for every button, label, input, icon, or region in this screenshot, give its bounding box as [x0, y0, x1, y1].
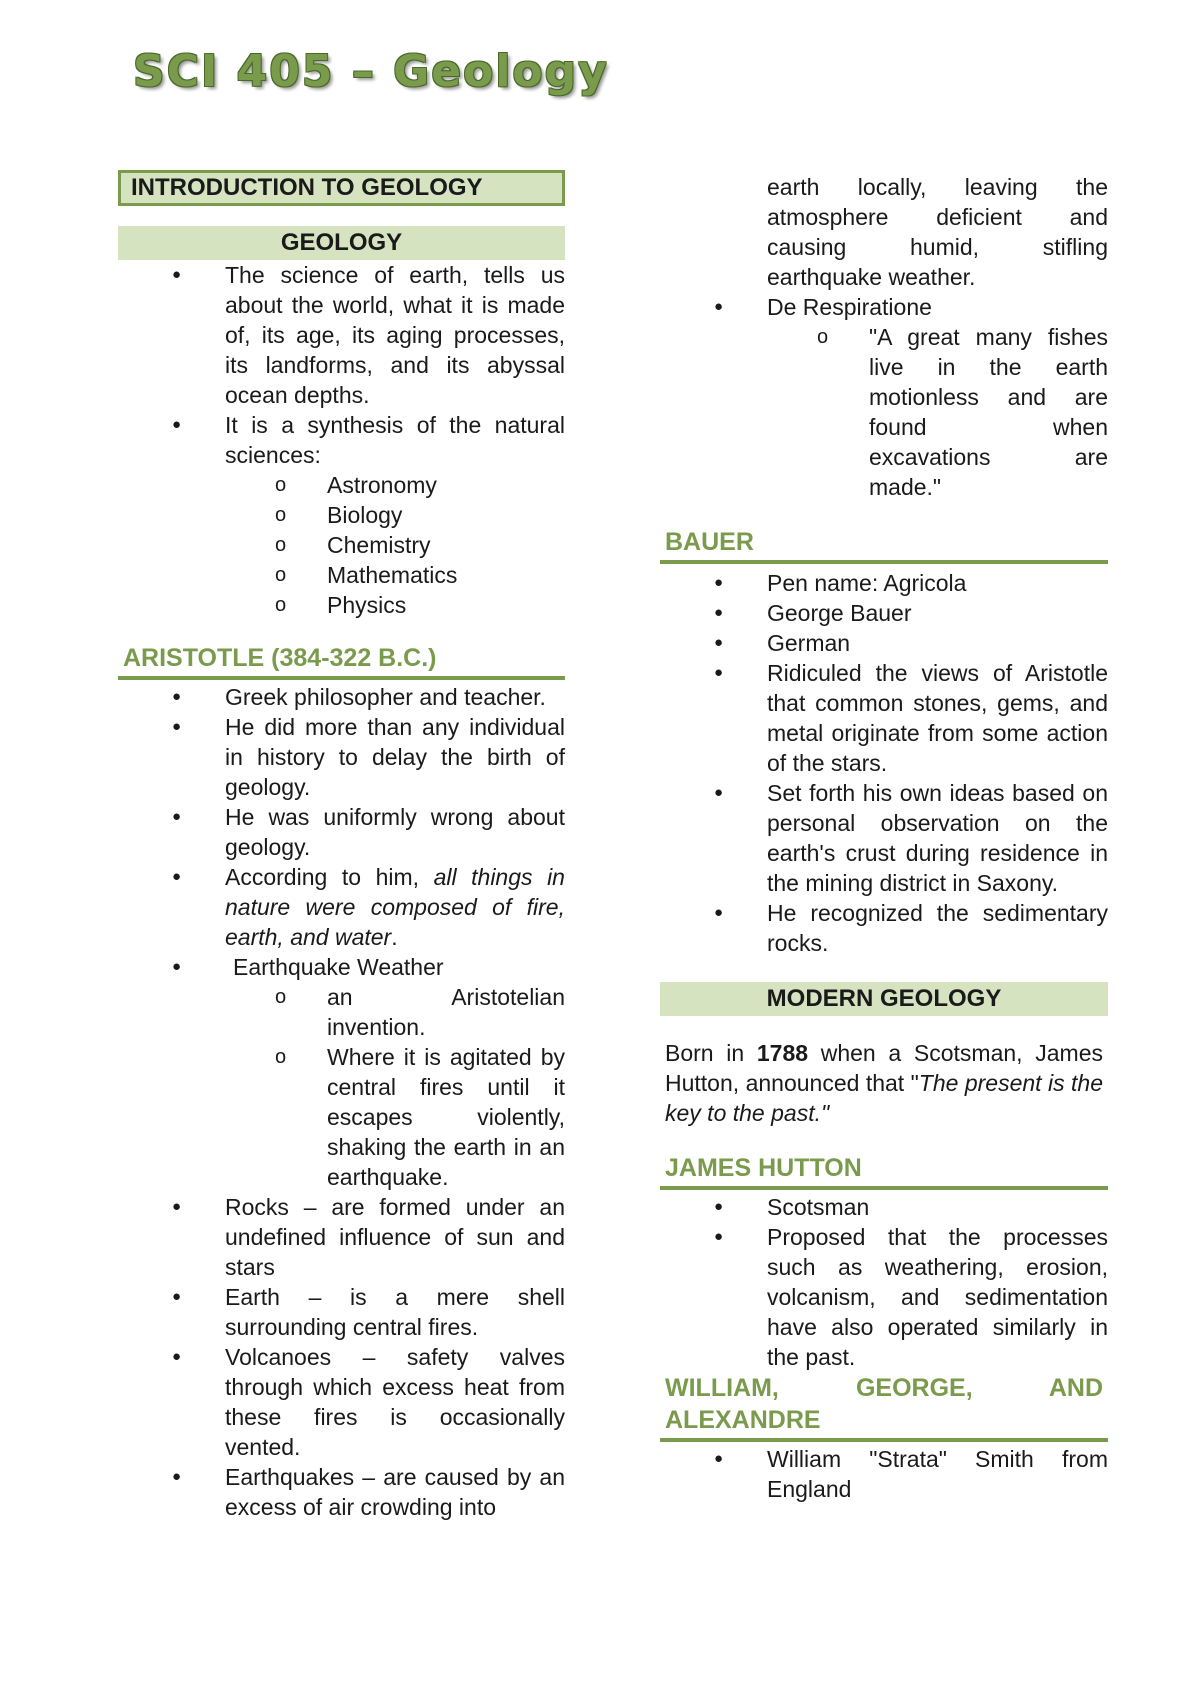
document-title: SCI 405 – Geology [133, 46, 609, 97]
hutton-list [660, 1192, 1108, 1372]
earthquake-sublist [225, 982, 565, 1192]
list-item: ● The science of earth, tells us about the world, what it is made of, its age, its aging processes, its landforms, and its abyssal ocean depths. [118, 260, 565, 410]
quote-item: o "A great many fishes live in the earth motionless and are found when excavations are made." [660, 322, 1108, 502]
list-item: ● Ridiculed the views of Aristotle that common stones, gems, and metal originate from some action of the stars. [660, 658, 1108, 778]
bauer-heading: BAUER [660, 526, 1108, 564]
continuation-span: earth locally, leaving the atmosphere deficient and causing humid, stifling earthquake weather. [767, 174, 1108, 290]
list-item: ● Volcanoes – safety valves through which excess heat from these fires is occasionally vented. [118, 1342, 565, 1462]
aristotle-heading: ARISTOTLE (384-322 B.C.) [118, 642, 565, 680]
modern-mid: when a Scotsman, James Hutton, announced that " [665, 1040, 1103, 1096]
sub-item: o Where it is agitated by central fires until it escapes violently, shaking the earth in an earthquake. [118, 1042, 565, 1192]
list-item: ● Proposed that the processes such as weathering, erosion, volcanism, and sedimentation have also operated similarly in the past. [660, 1222, 1108, 1372]
list-item: ● Pen name: Agricola [660, 568, 1108, 598]
list-item [118, 862, 565, 952]
wga-list [660, 1444, 1108, 1504]
right-column [660, 172, 1108, 1504]
modern-quote: The present is the key to the past." [665, 1070, 1103, 1126]
continuation-list [660, 172, 1108, 502]
de-respiratione-sublist [767, 322, 1108, 502]
modern-geology-heading: MODERN GEOLOGY [660, 982, 1108, 1016]
intro-section-bar: INTRODUCTION TO GEOLOGY [118, 170, 565, 206]
hutton-heading: JAMES HUTTON [660, 1152, 1108, 1190]
list-item: ● Scotsman [660, 1192, 1108, 1222]
earthquake-weather-label: Earthquake Weather [233, 954, 444, 980]
according-prefix: According to him, [225, 864, 434, 890]
list-item: ● He was uniformly wrong about geology. [118, 802, 565, 862]
list-item: ● He recognized the sedimentary rocks. [660, 898, 1108, 958]
list-item: ● William "Strata" Smith from England [660, 1444, 1108, 1504]
list-item: ● Rocks – are formed under an undefined influence of sun and stars [118, 1192, 565, 1282]
list-item: ● George Bauer [660, 598, 1108, 628]
geology-list [118, 260, 565, 620]
list-item-text: It is a synthesis of the natural sciences: [225, 412, 565, 468]
sub-item: o an Aristotelian invention. [118, 982, 565, 1042]
list-item: ● Earthquakes – are caused by an excess of air crowding into [118, 1462, 565, 1522]
list-item: ● Earth – is a mere shell surrounding central fires. [118, 1282, 565, 1342]
list-item: ● He did more than any individual in history to delay the birth of geology. [118, 712, 565, 802]
wga-heading: WILLIAM, GEORGE, AND ALEXANDRE [660, 1372, 1108, 1442]
science-item: o Biology [118, 500, 565, 530]
de-respiratione-label: De Respiratione [767, 294, 932, 320]
continuation-text [660, 172, 1108, 292]
science-item: o Physics [118, 590, 565, 620]
science-item: o Chemistry [118, 530, 565, 560]
science-item: o Astronomy [118, 470, 565, 500]
bauer-list [660, 568, 1108, 958]
list-item [118, 952, 565, 1192]
modern-pre: Born in [665, 1040, 757, 1066]
list-item: ● Set forth his own ideas based on personal observation on the earth's crust during residence in the mining district in Saxony. [660, 778, 1108, 898]
geology-heading: GEOLOGY [118, 226, 565, 260]
modern-year: 1788 [756, 1040, 809, 1066]
list-item [660, 292, 1108, 502]
list-item [118, 410, 565, 620]
science-item: o Mathematics [118, 560, 565, 590]
list-item: ● German [660, 628, 1108, 658]
list-item: ● Greek philosopher and teacher. [118, 682, 565, 712]
left-column [118, 170, 565, 1522]
aristotle-list [118, 682, 565, 1522]
according-italic: all things in nature were composed of fire, earth, and water [225, 864, 565, 950]
according-suffix: . [391, 924, 398, 950]
sciences-list [225, 470, 565, 620]
modern-geology-paragraph [660, 1038, 1108, 1128]
